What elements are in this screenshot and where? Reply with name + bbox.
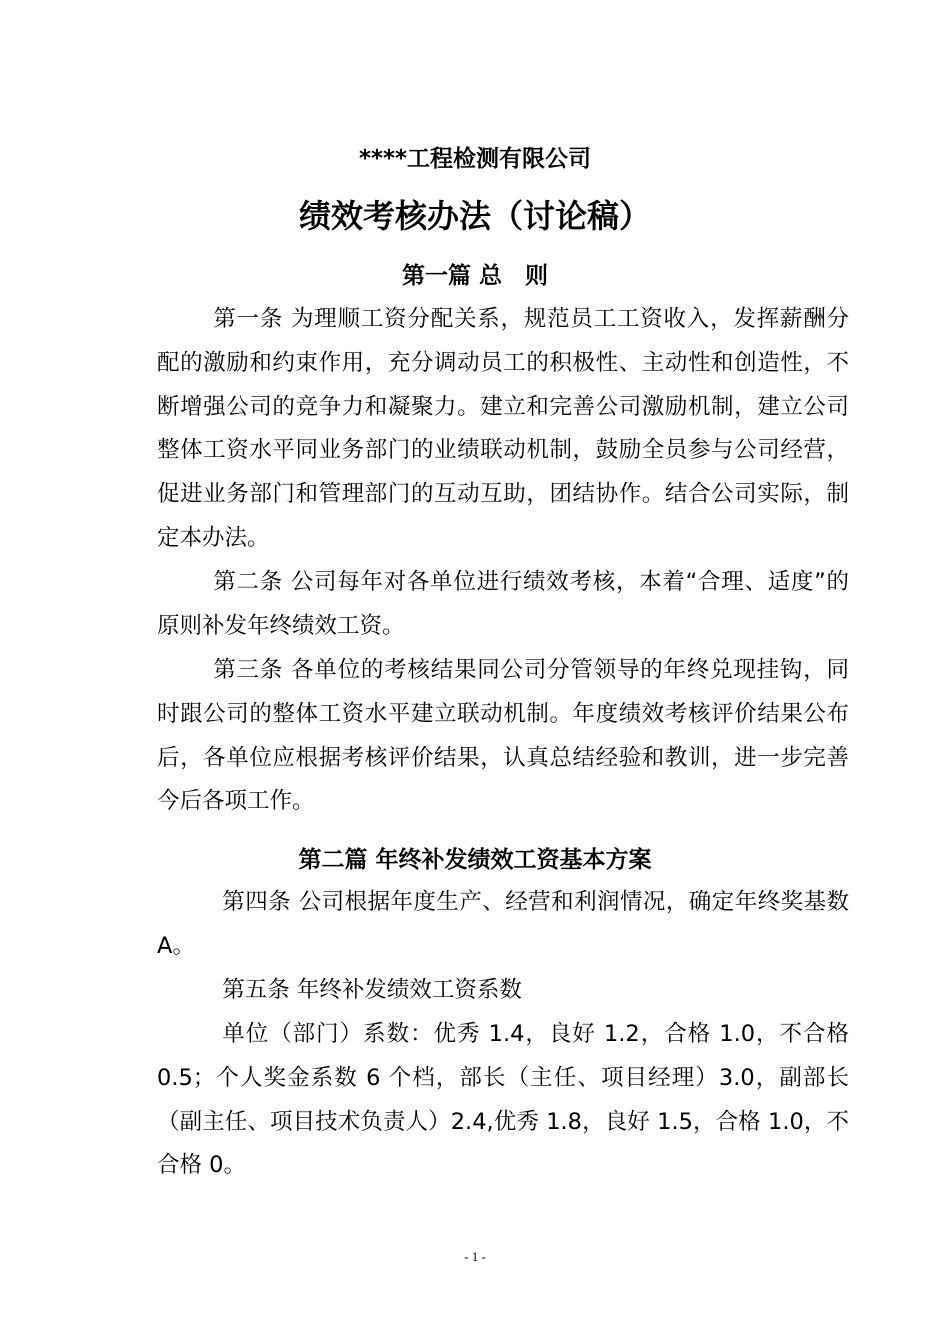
section-heading-bonus-plan: 第二篇 年终补发绩效工资基本方案 [298, 847, 652, 873]
coefficient-details: 单位（部门）系数：优秀 1.4，良好 1.2，合格 1.0，不合格 0.5；个人奖金系数 6 个档，部长（主任、项目经理）3.0，副部长（副主任、项目技术负责人）2.4,优秀 1.8，良好 1.5，合格 1.0，不合格 0。 [157, 1021, 849, 1179]
article-3: 第三条 各单位的考核结果同公司分管领导的年终兑现挂钩，同时跟公司的整体工资水平建立联动机制。年度绩效考核评价结果公布后，各单位应根据考核评价结果，认真总结经验和教训，进一步完善今后各项工作。 [157, 657, 849, 815]
article-5: 第五条 年终补发绩效工资系数 [222, 977, 522, 1003]
document-title: 绩效考核办法（讨论稿） [298, 197, 651, 235]
article-1: 第一条 为理顺工资分配关系，规范员工工资收入，发挥薪酬分配的激励和约束作用，充分调动员工的积极性、主动性和创造性，不断增强公司的竞争力和凝聚力。建立和完善公司激励机制，建立公司整体工资水平同业务部门的业绩联动机制，鼓励全员参与公司经营，促进业务部门和管理部门的互动互助，团结协作。结合公司实际，制定本办法。 [157, 306, 849, 551]
page-number: - 1 - [464, 1249, 486, 1264]
article-4: 第四条 公司根据年度生产、经营和利润情况，确定年终奖基数 A。 [157, 889, 849, 959]
section-heading-general: 第一篇 总 则 [401, 263, 548, 289]
article-2: 第二条 公司每年对各单位进行绩效考核，本着“合理、适度”的原则补发年终绩效工资。 [157, 569, 849, 639]
company-name: ****工程检测有限公司 [358, 146, 592, 172]
